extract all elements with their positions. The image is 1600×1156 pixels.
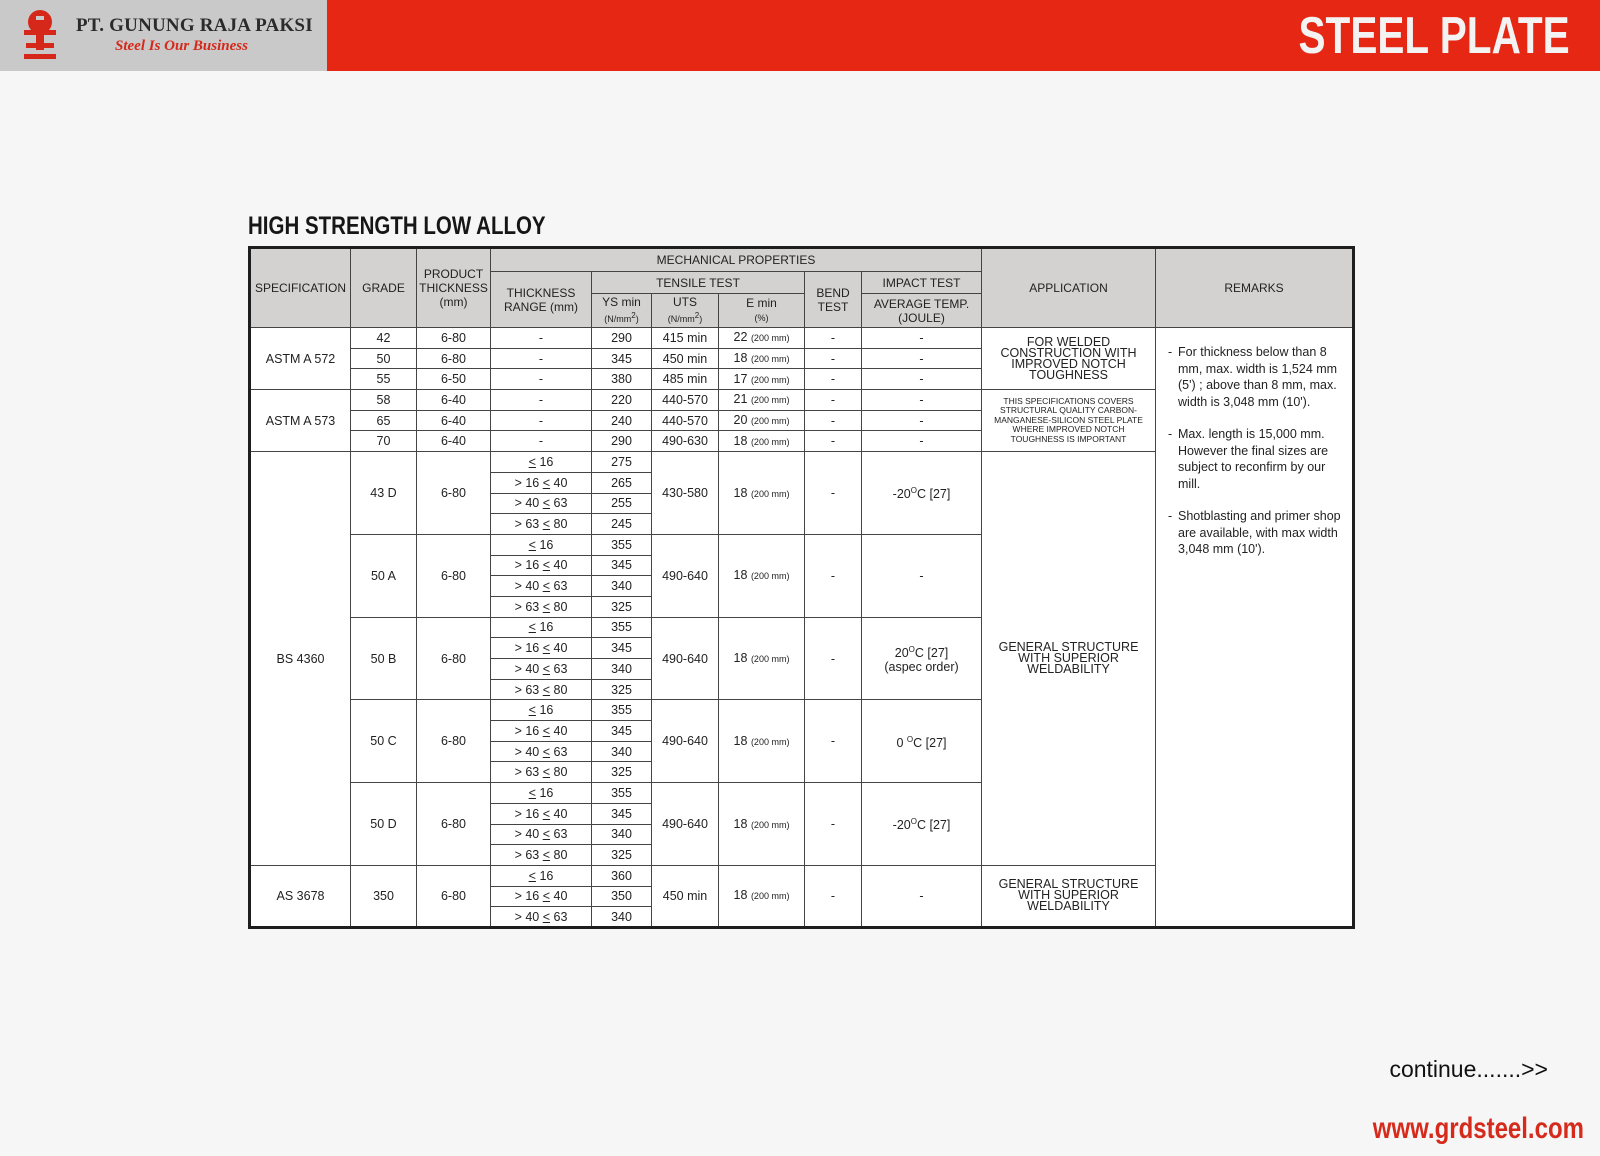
range-cell: > 40 < 63	[491, 659, 592, 680]
range-cell: < 16	[491, 865, 592, 886]
grade-cell: 350	[351, 865, 417, 927]
impact-cell: -	[862, 431, 982, 452]
uts-cell: 440-570	[652, 390, 719, 411]
bend-cell: -	[805, 534, 862, 617]
uts-cell: 490-630	[652, 431, 719, 452]
ys-cell: 355	[592, 783, 652, 804]
uts-cell: 440-570	[652, 410, 719, 431]
ys-cell: 380	[592, 369, 652, 390]
ys-cell: 350	[592, 886, 652, 907]
elongation-cell: 18 (200 mm)	[719, 865, 805, 927]
range-cell: > 40 < 63	[491, 824, 592, 845]
ys-cell: 340	[592, 824, 652, 845]
range-cell: < 16	[491, 534, 592, 555]
uts-cell: 490-640	[652, 534, 719, 617]
bend-cell: -	[805, 452, 862, 535]
section-title: HIGH STRENGTH LOW ALLOY	[248, 212, 546, 240]
ys-cell: 345	[592, 803, 652, 824]
thickness-cell: 6-80	[417, 865, 491, 927]
company-name: PT. GUNUNG RAJA PAKSI	[76, 15, 313, 36]
header-impact-test: IMPACT TEST	[862, 272, 982, 294]
ys-cell: 345	[592, 638, 652, 659]
spec-astm-a572: ASTM A 572	[250, 328, 351, 390]
bend-cell: -	[805, 390, 862, 411]
range-cell: -	[491, 328, 592, 349]
thickness-cell: 6-40	[417, 410, 491, 431]
ys-cell: 355	[592, 617, 652, 638]
uts-cell: 450 min	[652, 865, 719, 927]
header-mechanical-properties: MECHANICAL PROPERTIES	[491, 248, 982, 272]
range-cell: > 63 < 80	[491, 762, 592, 783]
company-logo-icon	[22, 8, 58, 64]
range-cell: > 16 < 40	[491, 472, 592, 493]
range-cell: < 16	[491, 783, 592, 804]
header-tensile-test: TENSILE TEST	[592, 272, 805, 294]
range-cell: > 40 < 63	[491, 576, 592, 597]
grade-cell: 58	[351, 390, 417, 411]
ys-cell: 240	[592, 410, 652, 431]
application-bs4360: GENERAL STRUCTURE WITH SUPERIOR WELDABILITY	[982, 452, 1156, 866]
bend-cell: -	[805, 865, 862, 927]
company-tagline: Steel Is Our Business	[115, 38, 248, 54]
grade-cell: 50	[351, 348, 417, 369]
thickness-cell: 6-40	[417, 431, 491, 452]
thickness-cell: 6-50	[417, 369, 491, 390]
thickness-cell: 6-80	[417, 617, 491, 700]
ys-cell: 355	[592, 700, 652, 721]
table-row	[250, 328, 1354, 349]
grade-cell: 70	[351, 431, 417, 452]
impact-cell: -	[862, 534, 982, 617]
ys-cell: 325	[592, 679, 652, 700]
header-product-thickness: PRODUCT THICKNESS (mm)	[417, 248, 491, 328]
bend-cell: -	[805, 348, 862, 369]
range-cell: -	[491, 369, 592, 390]
impact-cell: -	[862, 369, 982, 390]
range-cell: > 63 < 80	[491, 845, 592, 866]
impact-cell: -	[862, 348, 982, 369]
grade-cell: 50 C	[351, 700, 417, 783]
ys-cell: 345	[592, 555, 652, 576]
impact-cell: $-20^OC$ [27]	[862, 452, 982, 535]
range-cell: > 63 < 80	[491, 514, 592, 535]
bend-cell: -	[805, 617, 862, 700]
bend-cell: -	[805, 369, 862, 390]
uts-cell: 430-580	[652, 452, 719, 535]
remark-item: - Shotblasting and primer shop are available, with max width 3,048 mm (10').	[1168, 509, 1341, 556]
range-cell: > 16 < 40	[491, 555, 592, 576]
grade-cell: 50 D	[351, 783, 417, 866]
ys-cell: 340	[592, 659, 652, 680]
application-as3678: GENERAL STRUCTURE WITH SUPERIOR WELDABILITY	[982, 865, 1156, 927]
thickness-cell: 6-80	[417, 700, 491, 783]
elongation-cell: 18 (200 mm)	[719, 452, 805, 535]
elongation-cell: 18 (200 mm)	[719, 783, 805, 866]
elongation-cell: 18 (200 mm)	[719, 431, 805, 452]
header-bend-test: BEND TEST	[805, 272, 862, 328]
header-specification: SPECIFICATION	[250, 248, 351, 328]
impact-cell: -	[862, 328, 982, 349]
bend-cell: -	[805, 700, 862, 783]
elongation-cell: 20 (200 mm)	[719, 410, 805, 431]
range-cell: -	[491, 390, 592, 411]
impact-cell: 0 $^O$C [27]	[862, 700, 982, 783]
impact-cell: -	[862, 410, 982, 431]
thickness-cell: 6-40	[417, 390, 491, 411]
elongation-cell: 18 (200 mm)	[719, 348, 805, 369]
range-cell: > 40 < 63	[491, 741, 592, 762]
application-astm-a573: THIS SPECIFICATIONS COVERS STRUCTURAL QUALITY CARBON-MANGANESE-SILICON STEEL PLATE WHERE IMPROVED NOTCH TOUGHNESS IS IMPORTANT	[982, 390, 1156, 452]
range-cell: > 63 < 80	[491, 596, 592, 617]
remarks-cell	[1156, 328, 1354, 928]
header-remarks: REMARKS	[1156, 248, 1354, 328]
range-cell: > 16 < 40	[491, 886, 592, 907]
range-cell: > 40 < 63	[491, 907, 592, 928]
range-cell: > 16 < 40	[491, 638, 592, 659]
ys-cell: 340	[592, 741, 652, 762]
impact-cell: -	[862, 390, 982, 411]
ys-cell: 275	[592, 452, 652, 473]
grade-cell: 42	[351, 328, 417, 349]
header-thickness-range: THICKNESS RANGE (mm)	[491, 272, 592, 328]
website-url[interactable]: www.grdsteel.com	[1372, 1112, 1584, 1145]
range-cell: > 63 < 80	[491, 679, 592, 700]
spec-table	[248, 246, 1355, 929]
uts-cell: 485 min	[652, 369, 719, 390]
range-cell: > 16 < 40	[491, 803, 592, 824]
impact-cell: $-20^OC$ [27]	[862, 783, 982, 866]
table-body	[250, 328, 1354, 928]
remark-item: - For thickness below than 8 mm, max. width is 1,524 mm (5') ; above than 8 mm, max. width is 3,048 mm (10').	[1168, 345, 1338, 409]
product-title: STEEL PLATE	[1298, 7, 1570, 65]
spec-bs4360: BS 4360	[250, 452, 351, 866]
uts-cell: 450 min	[652, 348, 719, 369]
uts-cell: 415 min	[652, 328, 719, 349]
spec-astm-a573: ASTM A 573	[250, 390, 351, 452]
ys-cell: 325	[592, 762, 652, 783]
grade-cell: 43 D	[351, 452, 417, 535]
ys-cell: 340	[592, 576, 652, 597]
range-cell: -	[491, 348, 592, 369]
range-cell: > 40 < 63	[491, 493, 592, 514]
spec-as3678: AS 3678	[250, 865, 351, 927]
range-cell: < 16	[491, 617, 592, 638]
uts-cell: 490-640	[652, 783, 719, 866]
bend-cell: -	[805, 328, 862, 349]
elongation-cell: 18 (200 mm)	[719, 700, 805, 783]
thickness-cell: 6-80	[417, 783, 491, 866]
uts-cell: 490-640	[652, 617, 719, 700]
application-astm-a572: FOR WELDED CONSTRUCTION WITH IMPROVED NOTCH TOUGHNESS	[982, 328, 1156, 390]
ys-cell: 360	[592, 865, 652, 886]
header-grade: GRADE	[351, 248, 417, 328]
range-cell: < 16	[491, 700, 592, 721]
elongation-cell: 17 (200 mm)	[719, 369, 805, 390]
elongation-cell: 22 (200 mm)	[719, 328, 805, 349]
ys-cell: 340	[592, 907, 652, 928]
range-cell: > 16 < 40	[491, 721, 592, 742]
bend-cell: -	[805, 410, 862, 431]
grade-cell: 55	[351, 369, 417, 390]
elongation-cell: 18 (200 mm)	[719, 534, 805, 617]
range-cell: -	[491, 410, 592, 431]
ys-cell: 325	[592, 845, 652, 866]
continue-link[interactable]: continue.......>>	[1389, 1056, 1548, 1082]
remark-item: - Max. length is 15,000 mm. However the final sizes are subject to reconfirm by our mill.	[1168, 427, 1329, 491]
header-application: APPLICATION	[982, 248, 1156, 328]
ys-cell: 245	[592, 514, 652, 535]
range-cell: < 16	[491, 452, 592, 473]
ys-cell: 345	[592, 348, 652, 369]
elongation-cell: 21 (200 mm)	[719, 390, 805, 411]
bend-cell: -	[805, 431, 862, 452]
header-banner	[0, 0, 1600, 71]
logo-box	[0, 0, 327, 71]
ys-cell: 220	[592, 390, 652, 411]
impact-cell: $20^OC$ [27] (aspec order)	[862, 617, 982, 700]
thickness-cell: 6-80	[417, 452, 491, 535]
ys-cell: 355	[592, 534, 652, 555]
thickness-cell: 6-80	[417, 348, 491, 369]
grade-cell: 65	[351, 410, 417, 431]
thickness-cell: 6-80	[417, 534, 491, 617]
ys-cell: 255	[592, 493, 652, 514]
header-e-min: E min (%)	[719, 294, 805, 328]
ys-cell: 345	[592, 721, 652, 742]
uts-cell: 490-640	[652, 700, 719, 783]
header-uts: UTS $(N/mm^2)$	[652, 294, 719, 328]
header-ys-min: YS min $(N/mm^2)$	[592, 294, 652, 328]
ys-cell: 290	[592, 328, 652, 349]
range-cell: -	[491, 431, 592, 452]
bend-cell: -	[805, 783, 862, 866]
thickness-cell: 6-80	[417, 328, 491, 349]
ys-cell: 325	[592, 596, 652, 617]
ys-cell: 265	[592, 472, 652, 493]
elongation-cell: 18 (200 mm)	[719, 617, 805, 700]
ys-cell: 290	[592, 431, 652, 452]
grade-cell: 50 B	[351, 617, 417, 700]
grade-cell: 50 A	[351, 534, 417, 617]
impact-cell: -	[862, 865, 982, 927]
header-average-temp: AVERAGE TEMP. (JOULE)	[862, 294, 982, 328]
